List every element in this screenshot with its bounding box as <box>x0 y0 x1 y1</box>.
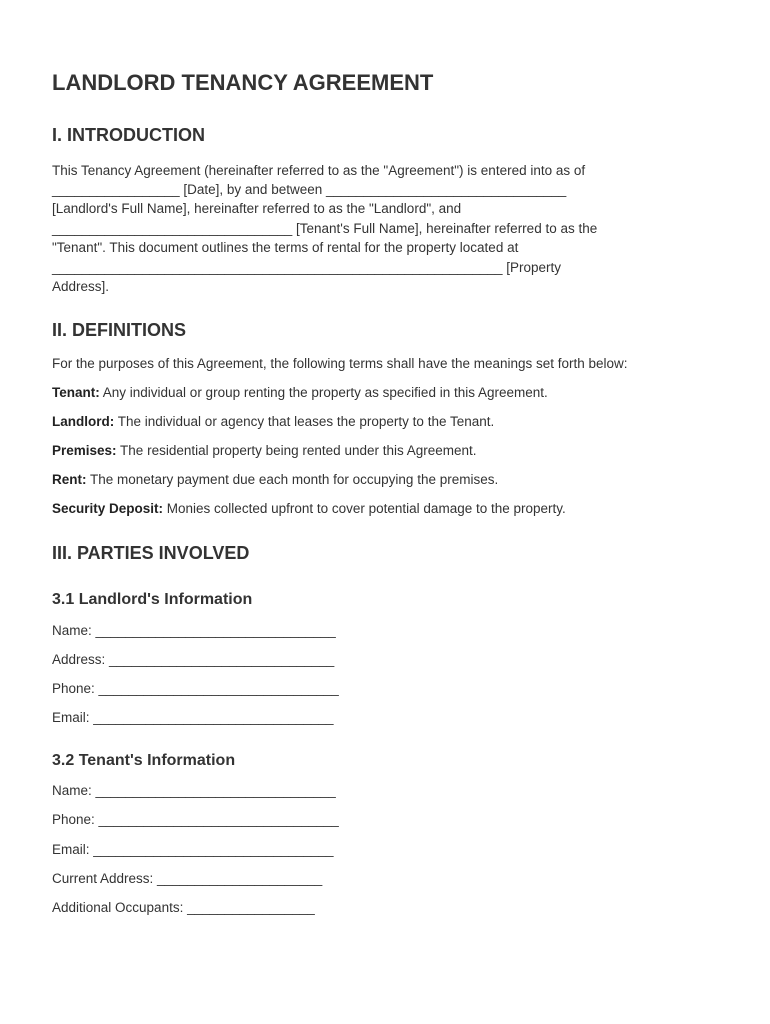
field-blank[interactable]: ________________________________ <box>98 812 339 827</box>
introduction-line: ____________________________________________________________ [Property <box>52 260 562 275</box>
field-label: Name: <box>52 623 96 638</box>
tenant-additional-occupants-field[interactable] <box>52 900 315 915</box>
parties-heading: III. PARTIES INVOLVED <box>52 543 250 563</box>
introduction-line: [Landlord's Full Name], hereinafter referred to as the "Landlord", and <box>52 201 462 216</box>
tenant-name-field[interactable] <box>52 783 336 798</box>
field-label: Current Address: <box>52 871 158 886</box>
tenant-phone-field[interactable] <box>52 812 339 827</box>
field-label: Name: <box>52 783 96 798</box>
field-label: Address: <box>52 652 110 667</box>
field-blank[interactable]: ________________________________ <box>93 842 334 857</box>
definition-item-premises <box>52 443 477 458</box>
field-blank[interactable]: _________________ <box>187 900 315 915</box>
introduction-line: ________________________________ [Tenant's Full Name], hereinafter referred to as the <box>52 221 598 236</box>
landlord-address-field[interactable] <box>52 652 334 667</box>
definition-term: Landlord: <box>52 414 115 429</box>
definition-item-landlord <box>52 414 494 429</box>
field-label: Email: <box>52 710 94 725</box>
definition-term: Tenant: <box>52 385 100 400</box>
definition-item-security-deposit <box>52 501 566 516</box>
definition-term: Premises: <box>52 443 117 458</box>
field-label: Additional Occupants: <box>52 900 188 915</box>
field-label: Phone: <box>52 681 99 696</box>
field-blank[interactable]: ________________________________ <box>95 783 336 798</box>
definition-term: Security Deposit: <box>52 501 164 516</box>
definition-term: Rent: <box>52 472 87 487</box>
tenant-info-heading: 3.2 Tenant's Information <box>52 752 236 769</box>
tenant-email-field[interactable] <box>52 842 334 857</box>
introduction-line: This Tenancy Agreement (hereinafter referred to as the "Agreement") is entered into as of <box>52 163 586 178</box>
field-blank[interactable]: ________________________________ <box>93 710 334 725</box>
definition-item-tenant <box>52 385 548 400</box>
definition-text: The monetary payment due each month for occupying the premises. <box>86 472 499 487</box>
document-title: LANDLORD TENANCY AGREEMENT <box>52 70 434 95</box>
landlord-info-heading: 3.1 Landlord's Information <box>52 591 253 608</box>
introduction-line: Address]. <box>52 279 110 294</box>
introduction-heading: I. INTRODUCTION <box>52 125 205 145</box>
definition-item-rent <box>52 472 498 487</box>
landlord-phone-field[interactable] <box>52 681 339 696</box>
landlord-email-field[interactable] <box>52 710 334 725</box>
introduction-line: _________________ [Date], by and between ________________________________ <box>52 182 567 197</box>
definitions-intro: For the purposes of this Agreement, the following terms shall have the meanings set forth below: <box>52 356 628 371</box>
field-blank[interactable]: ______________________ <box>157 871 323 886</box>
field-blank[interactable]: ________________________________ <box>95 623 336 638</box>
definition-text: Any individual or group renting the property as specified in this Agreement. <box>99 385 548 400</box>
field-blank[interactable]: ______________________________ <box>109 652 335 667</box>
definition-text: The residential property being rented under this Agreement. <box>116 443 477 458</box>
definition-text: The individual or agency that leases the property to the Tenant. <box>114 414 495 429</box>
field-blank[interactable]: ________________________________ <box>98 681 339 696</box>
definitions-heading: II. DEFINITIONS <box>52 320 187 340</box>
field-label: Phone: <box>52 812 99 827</box>
landlord-name-field[interactable] <box>52 623 336 638</box>
introduction-line: "Tenant". This document outlines the terms of rental for the property located at <box>52 240 519 255</box>
tenant-current-address-field[interactable] <box>52 871 322 886</box>
field-label: Email: <box>52 842 94 857</box>
definition-text: Monies collected upfront to cover potential damage to the property. <box>163 501 566 516</box>
